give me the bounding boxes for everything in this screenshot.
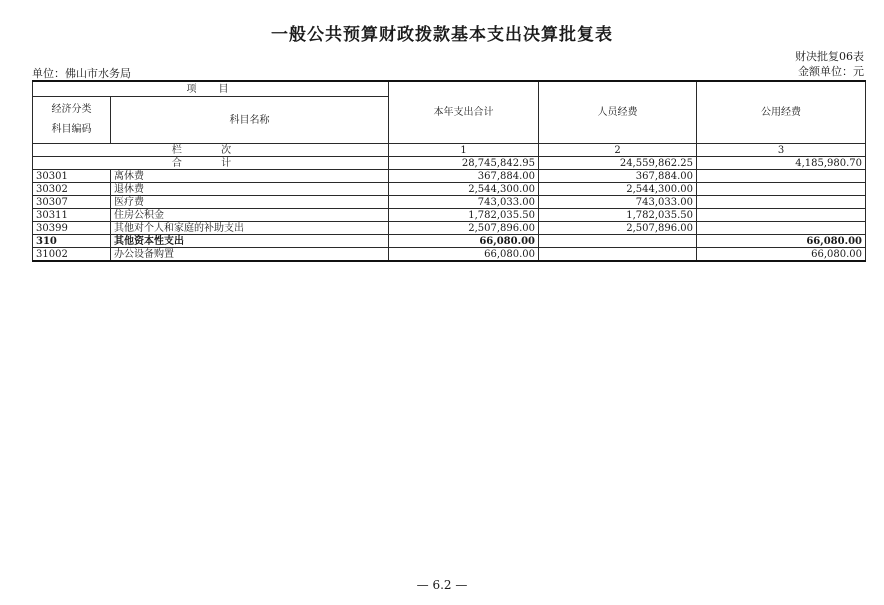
col-num-1: 1 [389, 144, 539, 157]
row-col1: 2,507,896.00 [389, 222, 539, 235]
col-num-3: 3 [697, 144, 866, 157]
row-col2 [539, 235, 697, 248]
col-num-2: 2 [539, 144, 697, 157]
row-col2: 2,544,300.00 [539, 183, 697, 196]
row-name: 医疗费 [111, 196, 389, 209]
form-code: 财决批复06表 [795, 50, 864, 63]
row-col1: 743,033.00 [389, 196, 539, 209]
expenditure-table [32, 80, 866, 262]
econ-class-header [33, 97, 111, 144]
page-title: 一般公共预算财政拨款基本支出决算批复表 [271, 25, 613, 45]
row-col2: 367,884.00 [539, 170, 697, 183]
row-col1: 66,080.00 [389, 235, 539, 248]
subject-name-header: 科目名称 [111, 97, 389, 144]
row-code: 30301 [33, 170, 111, 183]
row-col3 [697, 183, 866, 196]
table-row [33, 183, 866, 196]
row-name: 办公设备购置 [111, 248, 389, 262]
row-col3: 66,080.00 [697, 248, 866, 262]
table-row [33, 222, 866, 235]
row-name: 其他资本性支出 [111, 235, 389, 248]
row-col3 [697, 222, 866, 235]
row-code: 30307 [33, 196, 111, 209]
row-code: 31002 [33, 248, 111, 262]
row-code: 310 [33, 235, 111, 248]
row-col3 [697, 209, 866, 222]
row-col2: 743,033.00 [539, 196, 697, 209]
row-code: 30399 [33, 222, 111, 235]
row-col1: 367,884.00 [389, 170, 539, 183]
row-col1: 2,544,300.00 [389, 183, 539, 196]
table-row [33, 235, 866, 248]
row-col2: 1,782,035.50 [539, 209, 697, 222]
total-label: 合 计 [33, 157, 389, 170]
total-col1: 28,745,842.95 [389, 157, 539, 170]
table-row [33, 170, 866, 183]
col-public-header: 公用经费 [697, 81, 866, 144]
row-name: 其他对个人和家庭的补助支出 [111, 222, 389, 235]
project-header: 项 目 [33, 81, 389, 97]
row-col1: 1,782,035.50 [389, 209, 539, 222]
row-col3 [697, 196, 866, 209]
row-code: 30311 [33, 209, 111, 222]
unit-label: 单位：佛山市水务局 [32, 67, 131, 80]
row-col1: 66,080.00 [389, 248, 539, 262]
row-name: 退休费 [111, 183, 389, 196]
subject-code-label: 科目编码 [51, 124, 92, 135]
row-code: 30302 [33, 183, 111, 196]
row-col3: 66,080.00 [697, 235, 866, 248]
total-col2: 24,559,862.25 [539, 157, 697, 170]
row-col3 [697, 170, 866, 183]
row-label: 栏 次 [33, 144, 389, 157]
table-row [33, 196, 866, 209]
row-col2 [539, 248, 697, 262]
total-col3: 4,185,980.70 [697, 157, 866, 170]
col-personnel-header: 人员经费 [539, 81, 697, 144]
table-row [33, 209, 866, 222]
table-body [33, 170, 866, 262]
econ-class-label: 经济分类 [51, 104, 92, 115]
row-col2: 2,507,896.00 [539, 222, 697, 235]
table-row [33, 248, 866, 262]
page-number: — 6.2 — [416, 578, 468, 592]
amount-unit-label: 金额单位：元 [798, 65, 864, 78]
row-name: 住房公积金 [111, 209, 389, 222]
col-total-header: 本年支出合计 [389, 81, 539, 144]
row-name: 离休费 [111, 170, 389, 183]
